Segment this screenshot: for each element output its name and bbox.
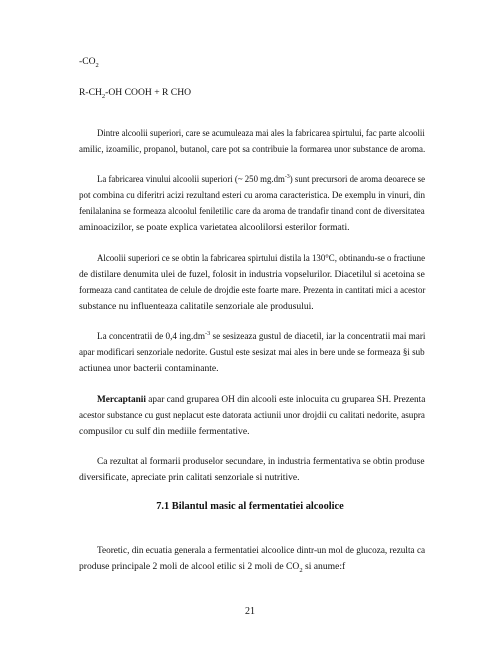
superscript: -3 <box>284 172 290 180</box>
paragraph-line: actiunea unor bacterii contaminante. <box>79 363 219 374</box>
formula-line-co2 <box>79 54 99 71</box>
paragraph-line: substance nu influenteaza calitatile senzoriale ale produsului. <box>79 301 314 312</box>
paragraph-line: fenilalanina se formeaza alcoolul feniletilic care da aroma de trandafir tinand cont de diversitatea <box>79 206 425 217</box>
formula-text: -OH COOH + R CHO <box>105 87 192 98</box>
text: se sesizeaza gustul de diacetil, iar la concentratii mai mari <box>210 331 426 342</box>
text: ) sunt precursori de aroma deoarece se <box>289 174 425 185</box>
paragraph-line: amilic, izoamilic, propanol, butanol, care pot sa contribuie la formarea unor substance de aroma. <box>79 144 426 155</box>
degree-sign: ° <box>325 253 329 264</box>
paragraph-line: diversificate, apreciate prin calitati senzoriale si nutritive. <box>79 472 300 483</box>
subscript: 2 <box>95 61 99 69</box>
text: apar cand gruparea OH din alcooli este inlocuita cu gruparea SH. Prezenta <box>145 394 426 405</box>
paragraph-line: aminoacizilor, se poate explica varietatea alcoolilorsi esterilor formati. <box>79 222 350 233</box>
subscript: 2 <box>299 566 303 574</box>
paragraph-line: Teoretic, din ecuatia generala a fermentatiei alcoolice dintr-un mol de glucoza, rezulta ca <box>97 545 426 556</box>
paragraph-line <box>97 392 425 409</box>
text: C, obtinandu-se o fractiune <box>328 253 426 264</box>
text: La fabricarea vinului alcoolii superiori (~ 250 mg.dm <box>97 174 285 185</box>
bold-term: Mercaptanii <box>97 394 146 405</box>
paragraph-line: Dintre alcoolii superiori, care se acumuleaza mai ales la fabricarea spirtului, fac parte alcoolii <box>97 128 425 139</box>
paragraph-line: formeaza cand cantitatea de celule de drojdie este foarte mare. Prezenta in cantitati mici a acestor <box>79 285 426 296</box>
paragraph-line <box>79 559 345 576</box>
formula-text: -CO <box>79 56 96 67</box>
text: produse principale 2 moli de alcool etilic si 2 moli de CO <box>79 561 300 572</box>
paragraph-line: compusilor cu sulf din mediile fermentative. <box>79 426 250 437</box>
text: La concentratii de 0,4 ing.dm <box>97 331 206 342</box>
subscript: 2 <box>101 92 106 100</box>
paragraph-line <box>97 172 425 189</box>
text: si anume:f <box>302 561 346 572</box>
paragraph-line: Ca rezultat al formarii produselor secundare, in industria fermentativa se obtin produse <box>97 456 425 467</box>
paragraph-line: apar modificari senzoriale nedorite. Gustul este sesizat mai ales in bere unde se formeaza §i sub <box>79 347 425 358</box>
formula-text: R-CH <box>79 87 102 98</box>
paragraph-line <box>97 329 425 346</box>
section-heading: 7.1 Bilantul masic al fermentatiei alcoolice <box>156 501 344 512</box>
paragraph-line: de distilare denumita ulei de fuzel, folosit in industria vopselurilor. Diacetilul si acetoina se <box>79 269 425 280</box>
text: Alcoolii superiori ce se obtin la fabricarea spirtului distila la 130 <box>97 253 326 264</box>
paragraph-line: pot combina cu diferitri acizi rezultand esteri cu aroma caracteristica. De exemplu in vinuri, din <box>79 190 426 201</box>
paragraph-line: acestor substance cu gust neplacut este datorata actiunii unor drojdii cu calitati nedorite, asupra <box>79 410 425 421</box>
paragraph-line <box>97 251 425 268</box>
formula-line-reaction <box>79 85 191 102</box>
superscript: -3 <box>205 329 211 337</box>
page-number: 21 <box>245 606 255 617</box>
